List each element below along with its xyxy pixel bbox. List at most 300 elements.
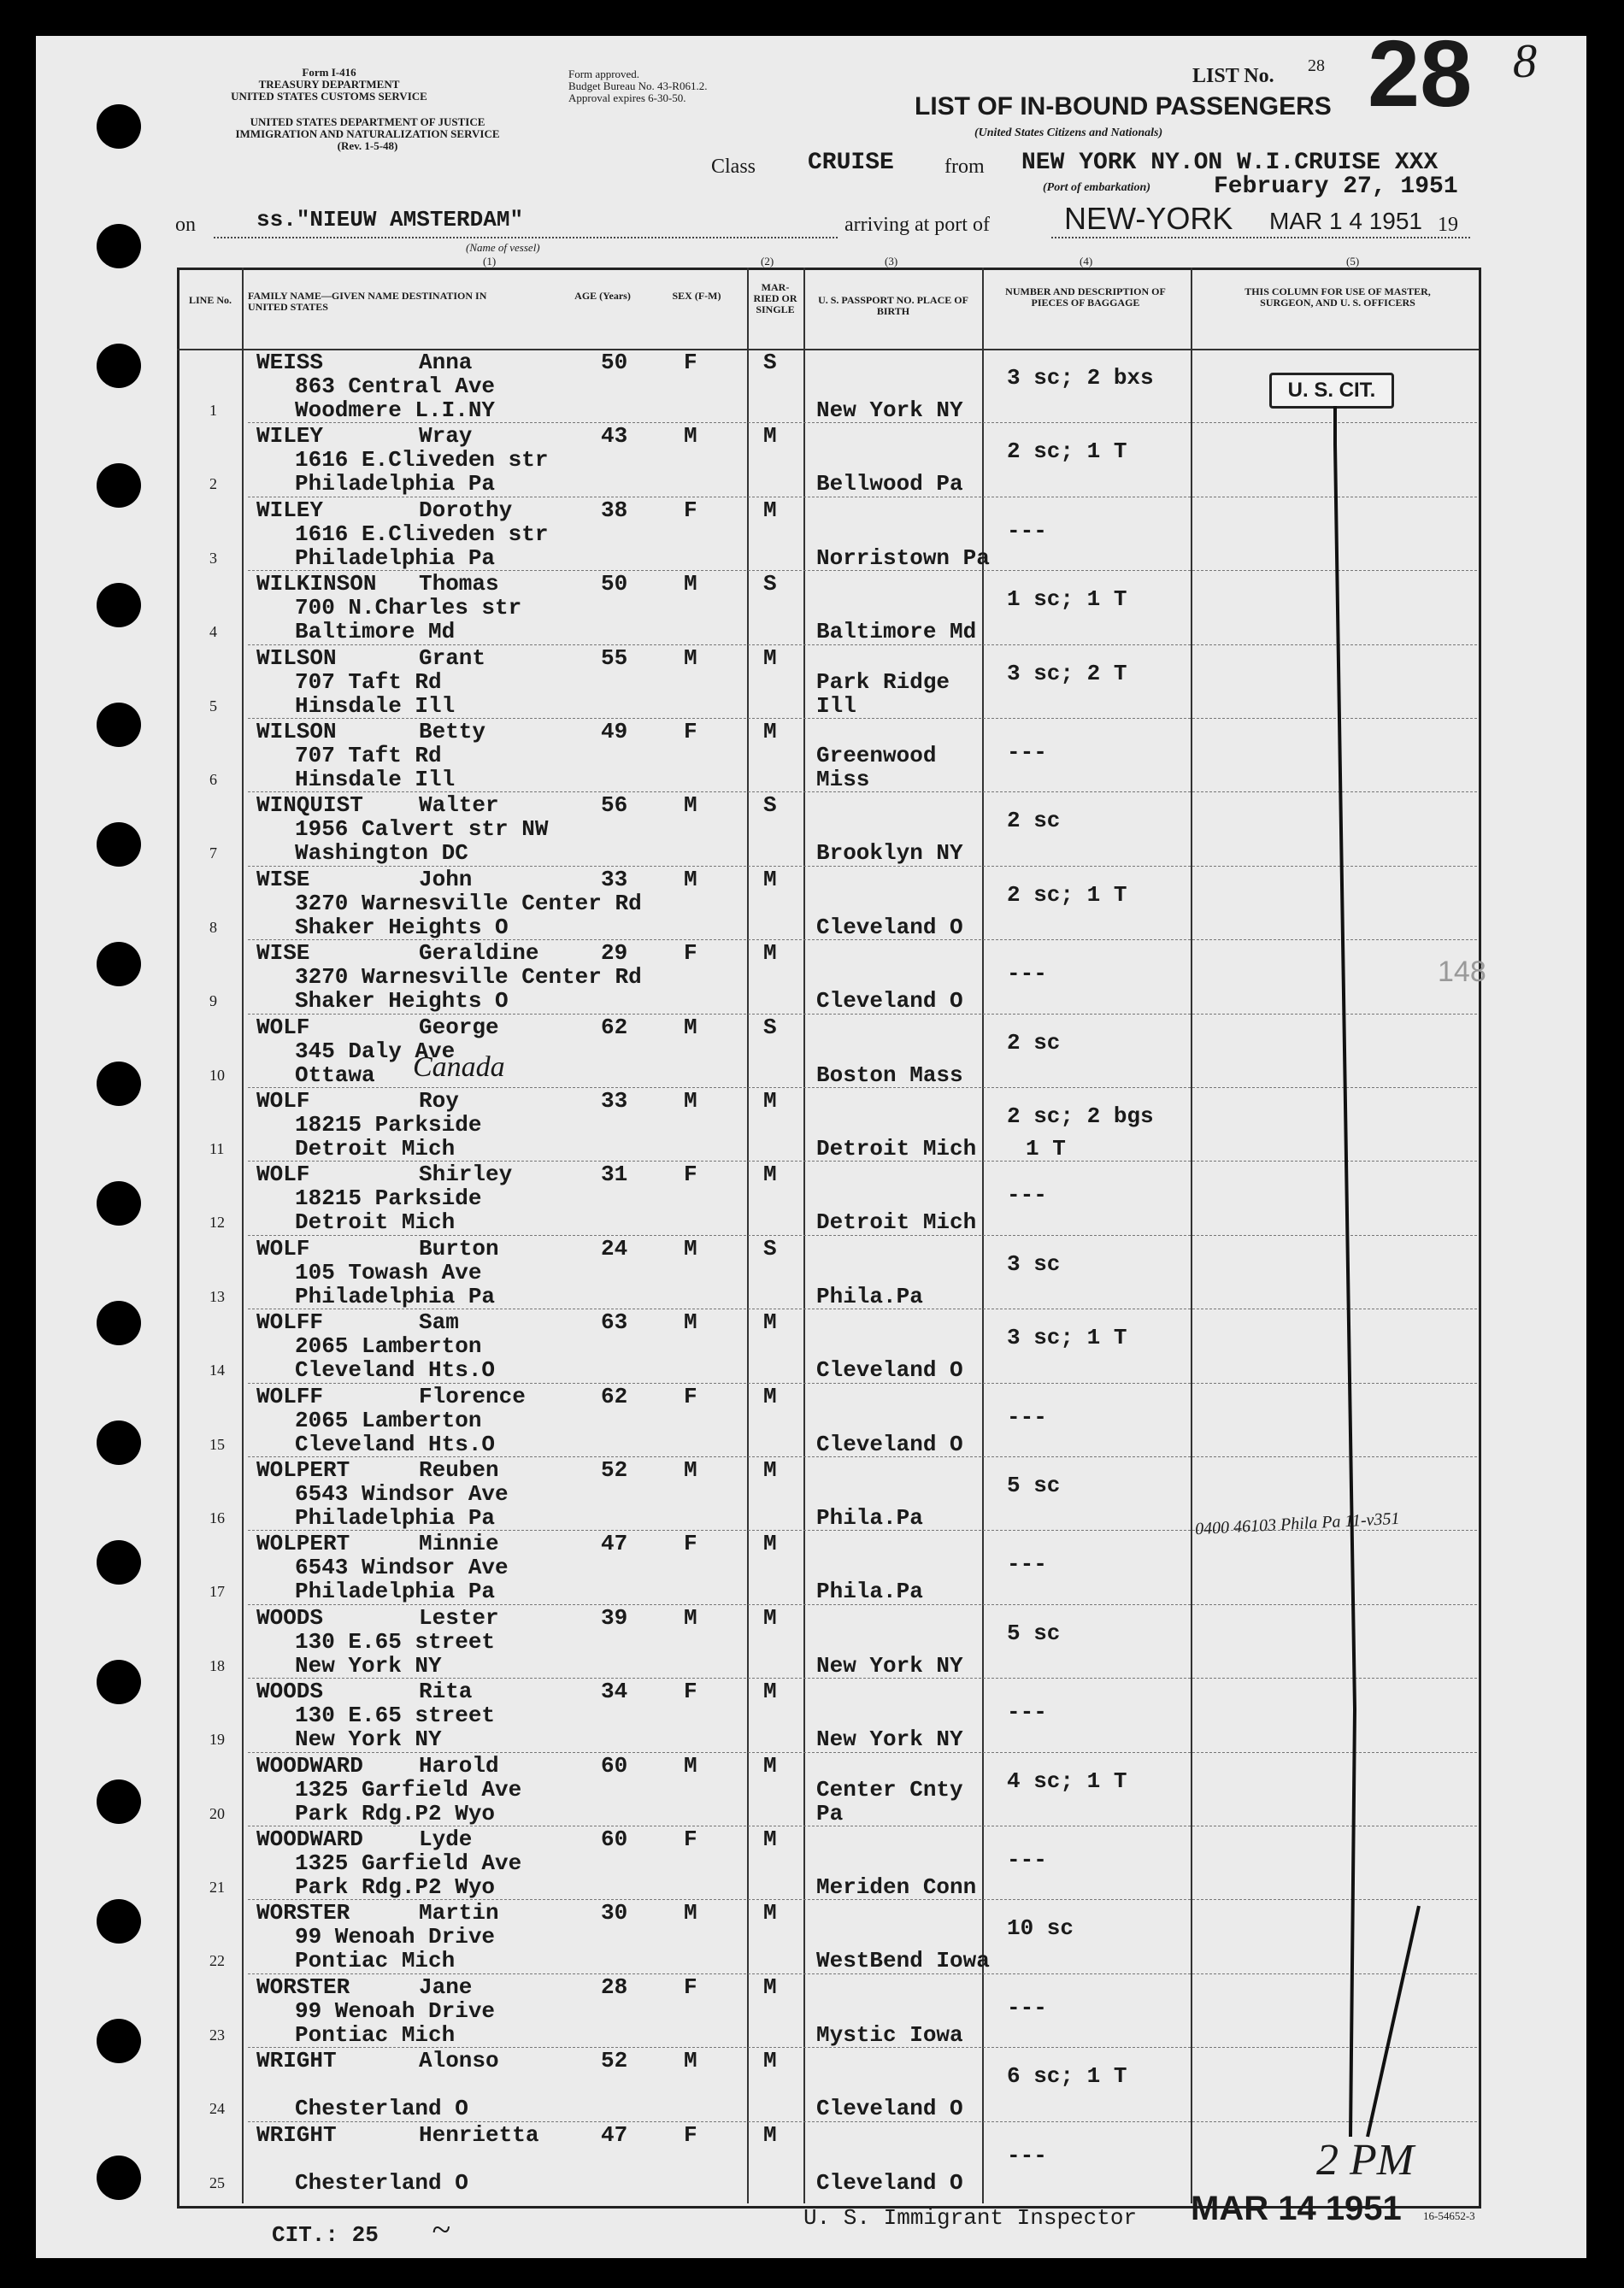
list-no-corner: 8 — [1513, 35, 1537, 88]
approval-line: Form approved. — [568, 68, 640, 80]
given-name: Harold — [419, 1752, 499, 1779]
address-line-1: 99 Wenoah Drive — [295, 1997, 496, 2024]
age: 60 — [601, 1752, 628, 1779]
given-name: Geraldine — [419, 940, 539, 967]
address-line-1: 130 E.65 street — [295, 1703, 496, 1729]
line-number: 20 — [209, 1804, 225, 1822]
place-of-birth: Phila.Pa — [816, 1283, 923, 1309]
line-number: 3 — [209, 549, 217, 567]
marital-status: M — [763, 1826, 777, 1852]
address-line-2: Shaker Heights O — [295, 914, 509, 940]
place-of-birth: Cleveland O — [816, 2096, 963, 2122]
given-name: Grant — [419, 644, 486, 671]
line-number: 17 — [209, 1583, 225, 1601]
stamp-date: MAR 14 1951 — [1191, 2190, 1402, 2227]
approval-line: Approval expires 6-30-50. — [568, 91, 686, 104]
age: 50 — [601, 571, 628, 597]
address-line-2: Hinsdale Ill — [295, 692, 456, 719]
sex: M — [684, 644, 697, 671]
given-name: Florence — [419, 1383, 526, 1409]
marital-status: M — [763, 1531, 777, 1557]
col-header-married: MAR-RIED OR SINGLE — [753, 281, 797, 315]
address-line-1: 707 Taft Rd — [295, 743, 442, 768]
col-num-5: (5) — [1346, 255, 1360, 268]
marital-status: M — [763, 1383, 777, 1409]
sex: M — [684, 1604, 697, 1631]
marital-status: M — [763, 1900, 777, 1926]
family-name: WILSON — [256, 719, 337, 744]
form-code: 16-54652-3 — [1423, 2209, 1475, 2222]
place-of-birth: Cleveland O — [816, 914, 963, 940]
place-of-birth: Norristown Pa — [816, 544, 990, 571]
place-of-birth: Phila.Pa — [816, 1579, 923, 1605]
family-name: WILSON — [256, 644, 337, 671]
address-line-1: 863 Central Ave — [295, 373, 496, 399]
address-line-1: 707 Taft Rd — [295, 668, 442, 695]
marital-status: M — [763, 2121, 777, 2148]
address-line-2: Cleveland Hts.O — [295, 1357, 496, 1384]
given-name: John — [419, 866, 473, 892]
family-name: WOODS — [256, 1604, 324, 1631]
baggage: --- — [1007, 1182, 1047, 1209]
sex: F — [684, 940, 697, 967]
sex: M — [684, 1088, 697, 1114]
us-cit-stamp: U. S. CIT. — [1269, 373, 1394, 409]
family-name: WORSTER — [256, 1900, 350, 1926]
side-number: 148 — [1438, 956, 1486, 988]
sex: F — [684, 1679, 697, 1705]
marital-status: M — [763, 1457, 777, 1483]
given-name: George — [419, 1014, 499, 1040]
family-name: WOODWARD — [256, 1826, 363, 1852]
family-name: WOLF — [256, 1088, 310, 1114]
address-line-1: 18215 Parkside — [295, 1185, 482, 1212]
family-name: WOODS — [256, 1679, 324, 1705]
sex: F — [684, 2121, 697, 2148]
baggage: 3 sc; 2 bxs — [1007, 365, 1154, 391]
line-number: 9 — [209, 992, 217, 1010]
sex: F — [684, 1383, 697, 1409]
place-of-birth: Center Cnty — [816, 1776, 963, 1803]
sex: F — [684, 1531, 697, 1557]
address-line-2: Shaker Heights O — [295, 988, 509, 1015]
baggage: --- — [1007, 1699, 1047, 1726]
age: 30 — [601, 1900, 628, 1926]
place-of-birth: New York NY — [816, 1652, 963, 1679]
marital-status: M — [763, 940, 777, 967]
age: 38 — [601, 497, 628, 523]
page-subtitle: (United States Citizens and Nationals) — [974, 126, 1163, 139]
address-line-2: Philadelphia Pa — [295, 1283, 496, 1309]
baggage: --- — [1007, 1403, 1047, 1430]
line-number: 22 — [209, 1952, 225, 1970]
sex: M — [684, 1900, 697, 1926]
baggage: --- — [1007, 517, 1047, 544]
handwritten-time: 2 PM — [1316, 2136, 1415, 2185]
address-line-2: New York NY — [295, 1652, 442, 1679]
family-name: WINQUIST — [256, 792, 363, 819]
port-caption: (Port of embarkation) — [1043, 181, 1150, 194]
sex: F — [684, 1826, 697, 1852]
address-line-1: 700 N.Charles str — [295, 595, 522, 621]
place-of-birth: WestBend Iowa — [816, 1948, 990, 1974]
baggage: 2 sc; 2 bgs — [1007, 1103, 1154, 1129]
baggage: 5 sc — [1007, 1473, 1061, 1498]
place-of-birth-line2: Ill — [816, 692, 856, 719]
marital-status: M — [763, 1973, 777, 2000]
place-of-birth: Park Ridge — [816, 668, 950, 695]
col-header-line: LINE No. — [188, 294, 232, 306]
address-line-1: 3270 Warnesville Center Rd — [295, 964, 642, 991]
place-of-birth-line2: Miss — [816, 767, 870, 792]
family-name: WRIGHT — [256, 2121, 337, 2148]
family-name: WORSTER — [256, 1973, 350, 2000]
baggage: 2 sc — [1007, 1029, 1061, 1056]
marital-status: M — [763, 2048, 777, 2074]
address-line-2: New York NY — [295, 1726, 442, 1753]
col-num-4: (4) — [1080, 255, 1093, 268]
address-line-2: Chesterland O — [295, 2096, 468, 2122]
marital-status: M — [763, 866, 777, 892]
sex: M — [684, 1014, 697, 1040]
age: 49 — [601, 719, 628, 744]
place-of-birth: Cleveland O — [816, 2169, 963, 2196]
address-line-2: Hinsdale Ill — [295, 767, 456, 792]
family-name: WOLF — [256, 1235, 310, 1262]
family-name: WILKINSON — [256, 571, 377, 597]
age: 34 — [601, 1679, 628, 1705]
baggage: 3 sc — [1007, 1250, 1061, 1277]
family-name: WISE — [256, 866, 310, 892]
list-no-big: 28 — [1368, 21, 1473, 126]
baggage: 3 sc; 2 T — [1007, 660, 1127, 686]
baggage: --- — [1007, 2142, 1047, 2168]
age: 60 — [601, 1826, 628, 1852]
age: 33 — [601, 866, 628, 892]
place-of-birth: Detroit Mich — [816, 1209, 977, 1236]
marital-status: M — [763, 1088, 777, 1114]
age: 28 — [601, 1973, 628, 2000]
marital-status: M — [763, 1604, 777, 1631]
ins-service: IMMIGRATION AND NATURALIZATION SERVICE — [235, 127, 500, 140]
from-date: February 27, 1951 — [1214, 174, 1458, 200]
place-of-birth: Cleveland O — [816, 1431, 963, 1457]
address-line-2: Ottawa — [295, 1062, 375, 1088]
given-name: Anna — [419, 350, 473, 375]
line-number: 15 — [209, 1435, 225, 1453]
sex: M — [684, 571, 697, 597]
from-value: NEW YORK NY.ON W.I.CRUISE XXX — [1021, 150, 1439, 176]
line-number: 12 — [209, 1214, 225, 1232]
address-line-1: 1325 Garfield Ave — [295, 1776, 522, 1803]
given-name: Burton — [419, 1235, 499, 1262]
given-name: Rita — [419, 1679, 473, 1705]
list-no-label: LIST No. — [1192, 65, 1274, 87]
age: 39 — [601, 1604, 628, 1631]
address-line-1: 6543 Windsor Ave — [295, 1481, 509, 1507]
line-number: 10 — [209, 1066, 225, 1084]
col-num-2: (2) — [761, 255, 774, 268]
baggage: 2 sc — [1007, 808, 1061, 834]
col-num-3: (3) — [885, 255, 898, 268]
address-line-2: Philadelphia Pa — [295, 1579, 496, 1605]
address-line-1: 1616 E.Cliveden str — [295, 447, 549, 473]
given-name: Lester — [419, 1604, 499, 1631]
marital-status: S — [763, 1235, 777, 1262]
tally-slash — [1368, 1906, 1419, 2137]
family-name: WILEY — [256, 423, 324, 450]
inspector-signature: ~ — [432, 2210, 450, 2249]
sex: M — [684, 1309, 697, 1336]
address-line-2: Baltimore Md — [295, 619, 456, 645]
given-name: Reuben — [419, 1457, 499, 1483]
sex: M — [684, 792, 697, 819]
place-of-birth: Cleveland O — [816, 1357, 963, 1384]
page-title: LIST OF IN-BOUND PASSENGERS — [915, 92, 1332, 121]
given-name: Dorothy — [419, 497, 513, 523]
family-name: WOODWARD — [256, 1752, 363, 1779]
marital-status: M — [763, 1309, 777, 1336]
place-of-birth: Baltimore Md — [816, 619, 977, 645]
age: 63 — [601, 1309, 628, 1336]
given-name: Martin — [419, 1900, 499, 1926]
age: 56 — [601, 792, 628, 819]
line-number: 18 — [209, 1656, 225, 1674]
line-number: 5 — [209, 697, 217, 715]
address-line-1: 130 E.65 street — [295, 1628, 496, 1655]
sex: M — [684, 1752, 697, 1779]
address-line-2: Cleveland Hts.O — [295, 1431, 496, 1457]
age: 29 — [601, 940, 628, 967]
marital-status: M — [763, 423, 777, 450]
given-name: Lyde — [419, 1826, 473, 1852]
revision: (Rev. 1-5-48) — [337, 139, 398, 152]
address-line-2: Washington DC — [295, 840, 468, 867]
line-number: 2 — [209, 475, 217, 493]
sex: F — [684, 1973, 697, 2000]
place-of-birth: Bellwood Pa — [816, 471, 963, 497]
baggage: --- — [1007, 1994, 1047, 2020]
col-header-remarks: THIS COLUMN FOR USE OF MASTER, SURGEON, AND U. S. OFFICERS — [1244, 285, 1431, 309]
baggage: 5 sc — [1007, 1620, 1061, 1646]
family-name: WOLF — [256, 1162, 310, 1188]
sex: M — [684, 866, 697, 892]
address-line-1: 345 Daly Ave — [295, 1038, 456, 1064]
marital-status: M — [763, 1752, 777, 1779]
address-line-2: Detroit Mich — [295, 1136, 456, 1162]
col-header-name: FAMILY NAME—GIVEN NAME DESTINATION IN UNITED STATES — [248, 290, 487, 313]
given-name: Wray — [419, 423, 473, 450]
arrival-port: NEW-YORK — [1064, 201, 1233, 236]
baggage: 4 sc; 1 T — [1007, 1767, 1127, 1794]
baggage: 3 sc; 1 T — [1007, 1325, 1127, 1351]
baggage: 10 sc — [1007, 1915, 1074, 1942]
baggage: --- — [1007, 739, 1047, 765]
sex: M — [684, 1235, 697, 1262]
age: 43 — [601, 423, 628, 450]
line-number: 24 — [209, 2100, 225, 2118]
line-number: 11 — [209, 1140, 225, 1157]
marital-status: S — [763, 1014, 777, 1040]
sex: M — [684, 423, 697, 450]
address-line-2: Park Rdg.P2 Wyo — [295, 1874, 496, 1900]
line-number: 14 — [209, 1362, 225, 1379]
on-label: on — [175, 214, 196, 236]
address-line-2: Philadelphia Pa — [295, 1505, 496, 1531]
address-line-1: 105 Towash Ave — [295, 1259, 482, 1285]
given-name: Minnie — [419, 1531, 499, 1557]
marital-status: M — [763, 1679, 777, 1705]
justice-dept: UNITED STATES DEPARTMENT OF JUSTICE — [250, 115, 485, 128]
given-name: Henrietta — [419, 2121, 539, 2148]
marital-status: M — [763, 497, 777, 523]
given-name: Jane — [419, 1973, 473, 2000]
sex: M — [684, 1457, 697, 1483]
given-name: Thomas — [419, 571, 499, 597]
age: 31 — [601, 1162, 628, 1188]
line-number: 19 — [209, 1731, 225, 1749]
tally-line — [1335, 406, 1355, 2137]
sex: F — [684, 497, 697, 523]
place-of-birth: Greenwood — [816, 743, 937, 768]
address-line-2: Park Rdg.P2 Wyo — [295, 1800, 496, 1826]
sex: F — [684, 350, 697, 375]
line-number: 16 — [209, 1509, 225, 1526]
place-of-birth-line2: Pa — [816, 1800, 844, 1826]
address-line-1: 1616 E.Cliveden str — [295, 521, 549, 547]
family-name: WOLPERT — [256, 1457, 350, 1483]
place-of-birth: Phila.Pa — [816, 1505, 923, 1531]
baggage: --- — [1007, 1847, 1047, 1873]
customs-service: UNITED STATES CUSTOMS SERVICE — [231, 90, 427, 103]
line-number: 23 — [209, 2026, 225, 2044]
remark-note: 0400 46103 Phila Pa 11-v351 — [1194, 1509, 1400, 1539]
cit-count: CIT.: 25 — [272, 2222, 379, 2248]
family-name: WISE — [256, 940, 310, 967]
address-line-2: Woodmere L.I.NY — [295, 397, 496, 423]
given-name: Walter — [419, 792, 499, 819]
place-of-birth: Detroit Mich — [816, 1136, 977, 1162]
given-name: Roy — [419, 1088, 459, 1114]
family-name: WOLFF — [256, 1309, 324, 1336]
address-line-2: Detroit Mich — [295, 1209, 456, 1236]
address-line-1: 1325 Garfield Ave — [295, 1850, 522, 1876]
address-line-2: Pontiac Mich — [295, 2021, 456, 2048]
address-line-1: 18215 Parkside — [295, 1112, 482, 1138]
place-of-birth: New York NY — [816, 1726, 963, 1753]
address-line-1: 99 Wenoah Drive — [295, 1924, 496, 1950]
line-number: 8 — [209, 918, 217, 936]
family-name: WOLF — [256, 1014, 310, 1040]
baggage-line2: 1 T — [1026, 1136, 1066, 1162]
address-line-2: Philadelphia Pa — [295, 544, 496, 571]
marital-status: M — [763, 1162, 777, 1188]
address-line-2: Chesterland O — [295, 2169, 468, 2196]
baggage: 6 sc; 1 T — [1007, 2063, 1127, 2090]
sex: F — [684, 1162, 697, 1188]
line-number: 6 — [209, 771, 217, 788]
given-name: Sam — [419, 1309, 459, 1336]
list-no-small: 28 — [1308, 56, 1325, 75]
col-header-passport: U. S. PASSPORT NO. PLACE OF BIRTH — [818, 294, 968, 317]
year-label: 19 — [1438, 214, 1458, 236]
family-name: WOLFF — [256, 1383, 324, 1409]
address-line-1: 2065 Lamberton — [295, 1407, 482, 1433]
place-of-birth: Meriden Conn — [816, 1874, 977, 1900]
marital-status: M — [763, 644, 777, 671]
line-number: 1 — [209, 402, 217, 419]
baggage: 2 sc; 1 T — [1007, 438, 1127, 465]
baggage: 1 sc; 1 T — [1007, 586, 1127, 613]
class-label: Class — [711, 156, 756, 178]
line-number: 13 — [209, 1287, 225, 1305]
baggage: --- — [1007, 961, 1047, 987]
vessel-caption: (Name of vessel) — [466, 241, 540, 254]
line-number: 25 — [209, 2173, 225, 2191]
age: 24 — [601, 1235, 628, 1262]
line-number: 4 — [209, 623, 217, 641]
address-line-1: 6543 Windsor Ave — [295, 1555, 509, 1581]
col-header-sex: SEX (F-M) — [672, 290, 721, 302]
place-of-birth: Boston Mass — [816, 1062, 963, 1088]
place-of-birth: Cleveland O — [816, 988, 963, 1015]
age: 33 — [601, 1088, 628, 1114]
vessel-col-num: (1) — [483, 255, 497, 268]
marital-status: S — [763, 350, 777, 375]
from-label: from — [944, 156, 985, 178]
sex: M — [684, 2048, 697, 2074]
family-name: WILEY — [256, 497, 324, 523]
col-header-age: AGE (Years) — [574, 290, 631, 302]
treasury-dept: TREASURY DEPARTMENT — [258, 78, 400, 91]
handwritten-canada: Canada — [413, 1051, 505, 1083]
vessel-name: ss."NIEUW AMSTERDAM" — [256, 207, 524, 232]
address-line-2: Philadelphia Pa — [295, 471, 496, 497]
marital-status: M — [763, 719, 777, 744]
baggage: 2 sc; 1 T — [1007, 881, 1127, 908]
address-line-1: 1956 Calvert str NW — [295, 816, 549, 843]
age: 47 — [601, 1531, 628, 1557]
class-value: CRUISE — [808, 150, 894, 176]
marital-status: S — [763, 571, 777, 597]
age: 55 — [601, 644, 628, 671]
sex: F — [684, 719, 697, 744]
approval-line: Budget Bureau No. 43-R061.2. — [568, 79, 708, 92]
inspector-label: U. S. Immigrant Inspector — [803, 2205, 1138, 2231]
age: 50 — [601, 350, 628, 375]
col-header-baggage: NUMBER AND DESCRIPTION OF PIECES OF BAGGAGE — [1005, 285, 1166, 309]
line-number: 21 — [209, 1879, 225, 1896]
place-of-birth: Mystic Iowa — [816, 2021, 963, 2048]
age: 47 — [601, 2121, 628, 2148]
age: 52 — [601, 1457, 628, 1483]
arrival-date: MAR 1 4 1951 — [1269, 208, 1422, 234]
address-line-1: 3270 Warnesville Center Rd — [295, 890, 642, 916]
marital-status: S — [763, 792, 777, 819]
place-of-birth: Brooklyn NY — [816, 840, 963, 867]
arriving-label: arriving at port of — [844, 214, 990, 236]
form-number: Form I-416 — [302, 66, 356, 79]
place-of-birth: New York NY — [816, 397, 963, 423]
family-name: WRIGHT — [256, 2048, 337, 2074]
given-name: Shirley — [419, 1162, 513, 1188]
given-name: Betty — [419, 719, 486, 744]
family-name: WOLPERT — [256, 1531, 350, 1557]
line-number: 7 — [209, 844, 217, 862]
age: 62 — [601, 1383, 628, 1409]
family-name: WEISS — [256, 350, 324, 375]
given-name: Alonso — [419, 2048, 499, 2074]
